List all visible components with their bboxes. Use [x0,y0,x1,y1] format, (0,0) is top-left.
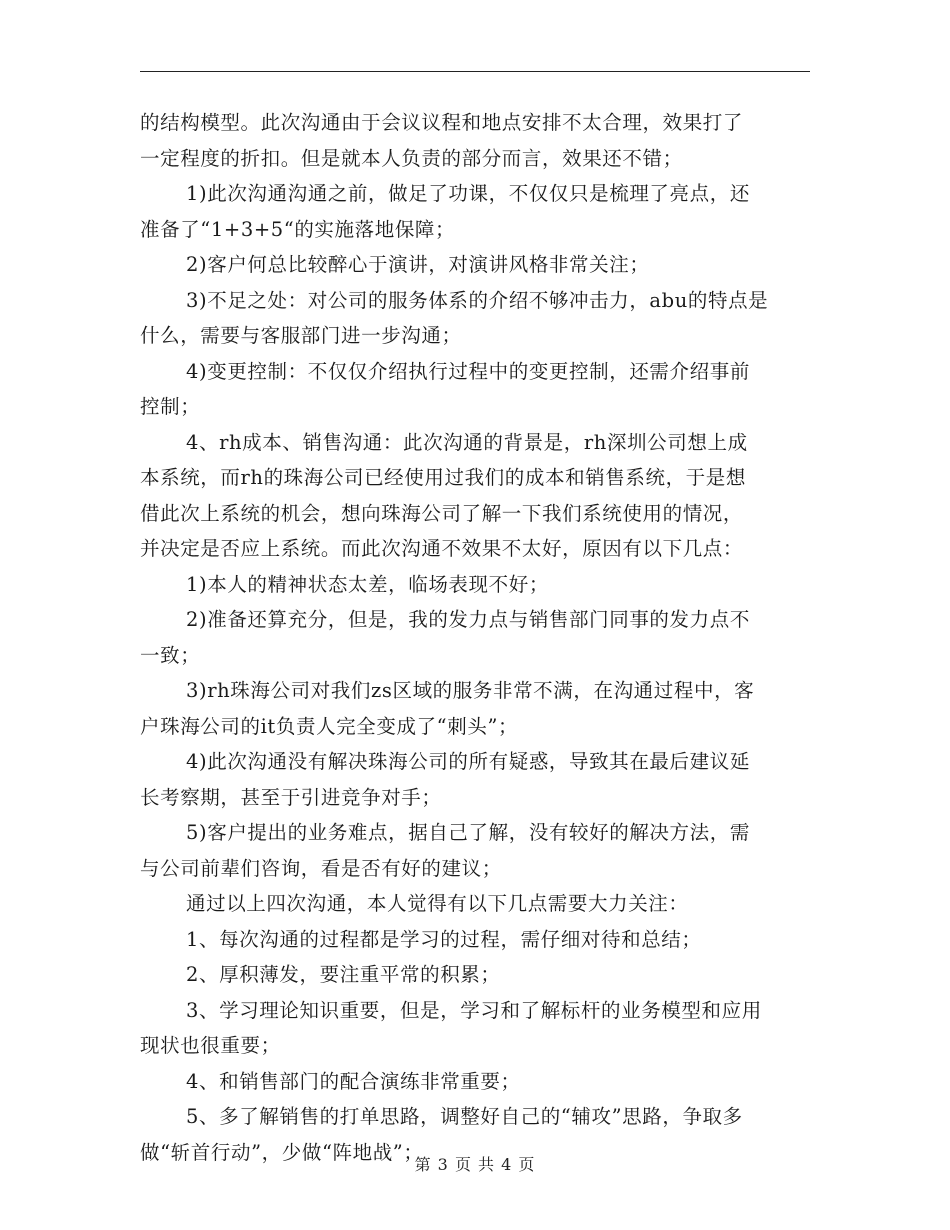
text-line: 4)变更控制：不仅仅介绍执行过程中的变更控制，还需介绍事前 [186,359,750,383]
text-line: 2)准备还算充分，但是，我的发力点与销售部门同事的发力点不 [186,608,750,631]
text-line: 准备了“1+3+5“的实施落地保障； [140,217,456,241]
page-number: 第 3 页 共 4 页 [414,1155,536,1174]
text-line: 通过以上四次沟通，本人觉得有以下几点需要大力关注： [186,892,689,915]
text-line: 4、和销售部门的配合演练非常重要； [186,1069,521,1093]
text-line: 3)不足之处：对公司的服务体系的介绍不够冲击力，abu的特点是 [186,288,769,312]
text-line: 一致； [140,643,201,667]
text-line: 1)此次沟通沟通之前，做足了功课，不仅仅只是梳理了亮点，还 [186,182,750,205]
text-line: 与公司前辈们咨询，看是否有好的建议； [140,856,502,880]
text-line: 一定程度的折扣。但是就本人负责的部分而言，效果还不错； [140,146,683,170]
text-line: 户珠海公司的it负责人完全变成了“刺头”； [140,714,519,738]
text-line: 2、厚积薄发，要注重平常的积累； [186,963,501,986]
text-line: 2)客户何总比较醉心于演讲，对演讲风格非常关注； [186,253,650,276]
text-line: 1)本人的精神状态太差，临场表现不好； [186,572,549,596]
text-line: 的结构模型。此次沟通由于会议议程和地点安排不太合理，效果打了 [140,111,744,134]
text-line: 5、多了解销售的打单思路，调整好自己的“辅攻”思路，争取多 [186,1105,743,1128]
text-line: 做“斩首行动”，少做“阵地战”； [140,1140,424,1164]
text-line: 1、每次沟通的过程都是学习的过程，需仔细对待和总结； [186,927,702,951]
text-line: 控制； [140,395,201,418]
text-line: 借此次上系统的机会，想向珠海公司了解一下我们系统使用的情况， [140,501,744,525]
text-line: 什么，需要与客服部门进一步沟通； [140,324,462,347]
text-line: 并决定是否应上系统。而此次沟通不效果不太好，原因有以下几点： [140,537,744,560]
text-line: 5)客户提出的业务难点，据自己了解，没有较好的解决方法，需 [186,821,750,844]
text-line: 4、rh成本、销售沟通：此次沟通的背景是，rh深圳公司想上成 [186,430,748,454]
text-line: 本系统，而rh的珠海公司已经使用过我们的成本和销售系统，于是想 [140,466,746,489]
text-line: 3)rh珠海公司对我们zs区域的服务非常不满，在沟通过程中，客 [186,679,755,702]
text-line: 3、学习理论知识重要，但是，学习和了解标杆的业务模型和应用 [186,998,762,1022]
document-body [140,105,812,1170]
text-line: 长考察期，甚至于引进竞争对手； [140,785,442,809]
text-line: 4)此次沟通没有解决珠海公司的所有疑惑，导致其在最后建议延 [186,750,750,773]
text-line: 现状也很重要； [140,1034,281,1057]
header-rule [140,71,810,72]
